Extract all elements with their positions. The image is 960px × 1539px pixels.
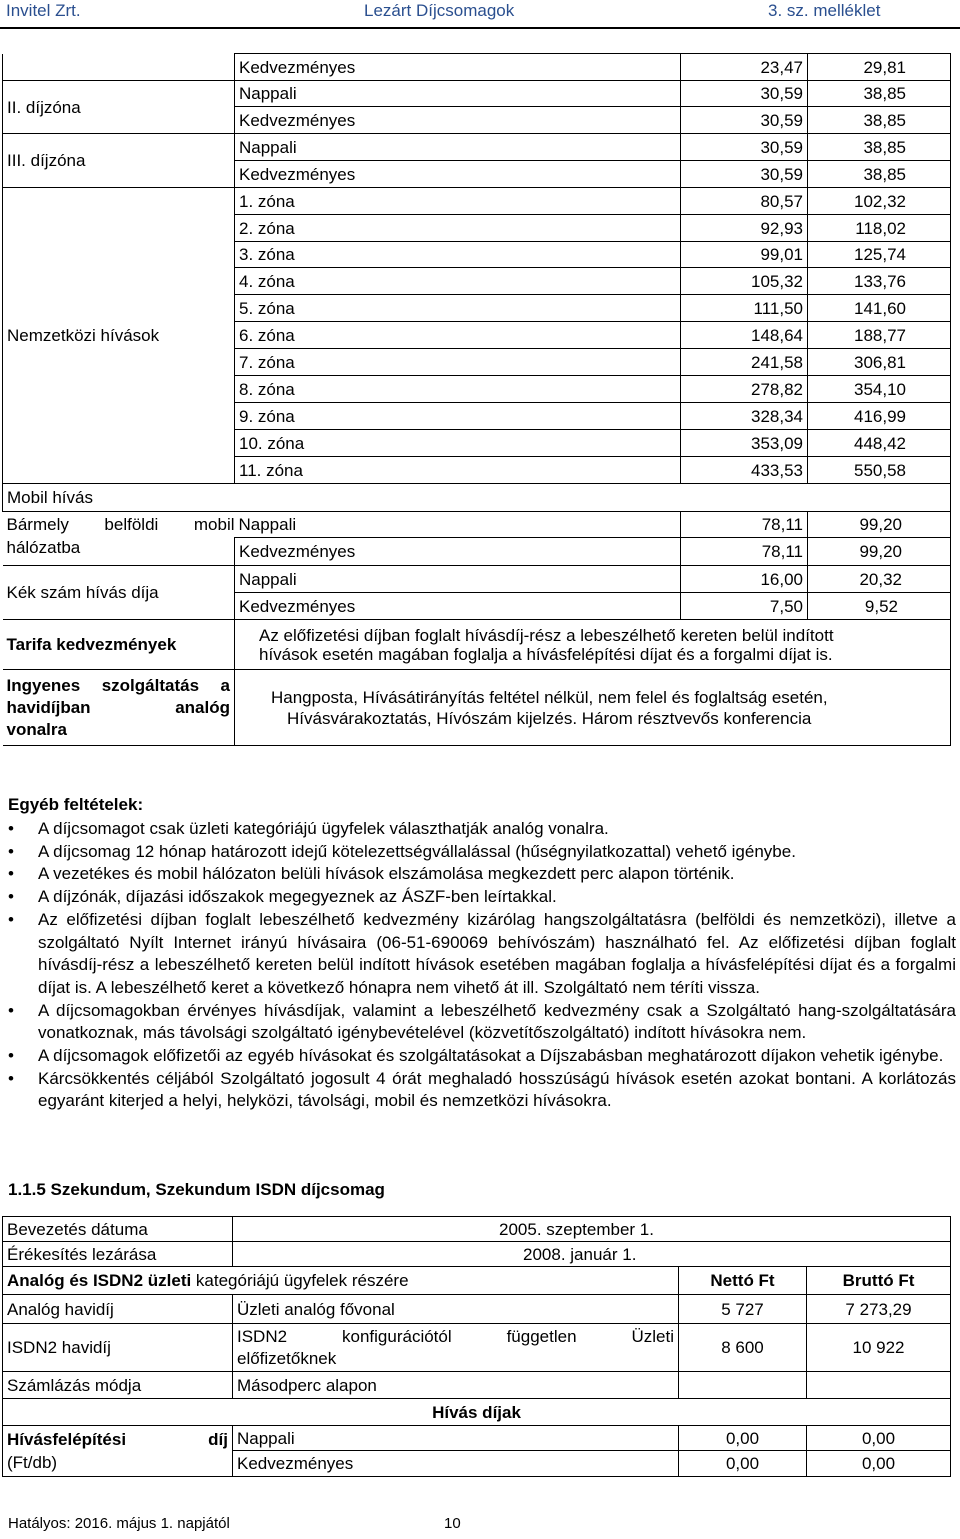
hivas-dijak-heading: Hívás díjak xyxy=(3,1399,951,1426)
row-label: Kedvezményes xyxy=(235,107,681,134)
table-row xyxy=(3,1426,951,1451)
isdn-gross: 10 922 xyxy=(807,1324,951,1372)
gross-price: 29,81 xyxy=(808,54,951,81)
net-price: 78,11 xyxy=(681,512,808,538)
hivasfelep-label xyxy=(3,1426,233,1477)
net-price: 278,82 xyxy=(681,376,808,403)
nappali-gross: 0,00 xyxy=(807,1426,951,1451)
gross-price: 20,32 xyxy=(808,566,951,593)
net-price: 353,09 xyxy=(681,430,808,457)
row-label: 9. zóna xyxy=(235,403,681,430)
table-row xyxy=(3,54,951,81)
gross-price: 125,74 xyxy=(808,242,951,268)
isdn-desc-line1: ISDN2 konfigurációtól független Üzleti xyxy=(237,1326,674,1346)
net-price: 433,53 xyxy=(681,457,808,484)
isdn-desc xyxy=(233,1324,679,1372)
group-dijzona2: II. díjzóna xyxy=(3,81,235,134)
nappali-label: Nappali xyxy=(233,1426,679,1451)
net-price: 92,93 xyxy=(681,215,808,242)
tarifa-text-line2: hívások esetén magában foglalja a hívásfelépítési díjat és a forgalmi díjat is. xyxy=(259,644,833,664)
top-rate-table xyxy=(2,53,951,746)
hivasfelep-line1: Hívásfelépítési díj xyxy=(7,1430,228,1449)
net-price: 7,50 xyxy=(681,593,808,620)
row-label: 3. zóna xyxy=(235,242,681,268)
table-row xyxy=(3,1372,951,1399)
row-label: Kedvezményes xyxy=(235,54,681,81)
gross-price: 416,99 xyxy=(808,403,951,430)
row-label: Kedvezményes xyxy=(235,593,681,620)
page-number: 10 xyxy=(444,1515,461,1532)
list-item: • Az előfizetési díjban foglalt lebeszélhető kedvezmény kizárólag hangszolgáltatásra (belföldi és nemzetközi), illetve a szolgáltató Nyílt Internet irányú hívásaira (06-51-690069 behívószám) használható fel. Az előfizetési díjban foglalt hívásdíj-rész a lebeszélhető kereten belül indított hívások esetében magában foglalja a hívásfelépítési díjat és a forgalmi díjat is. A lebeszélhető keret a következő hónapra nem vihető át ill. Szolgáltató nem téríti vissza. xyxy=(8,909,956,1000)
isdn-desc-line2: előfizetőknek xyxy=(237,1348,337,1368)
list-item: • A díjcsomag 12 hónap határozott idejű kötelezettségvállalással (hűségnyilatkozattal) vehető igénybe. xyxy=(8,841,956,864)
row-label: Nappali xyxy=(235,134,681,161)
net-price: 78,11 xyxy=(681,538,808,566)
table-row xyxy=(3,484,951,512)
net-price: 30,59 xyxy=(681,81,808,107)
table-row xyxy=(3,1399,951,1426)
ingyenes-text xyxy=(235,670,951,746)
gross-price: 550,58 xyxy=(808,457,951,484)
kedvezmenyes-gross: 0,00 xyxy=(807,1451,951,1477)
net-price: 30,59 xyxy=(681,107,808,134)
table-row xyxy=(3,512,951,538)
group-tarifa: Tarifa kedvezmények xyxy=(3,620,235,670)
gross-price: 133,76 xyxy=(808,268,951,295)
gross-price: 38,85 xyxy=(808,161,951,188)
net-price: 30,59 xyxy=(681,134,808,161)
table-row xyxy=(3,566,951,593)
gross-price: 102,32 xyxy=(808,188,951,215)
table-row xyxy=(3,538,951,566)
szamlazas-value: Másodperc alapon xyxy=(233,1372,679,1399)
net-price: 80,57 xyxy=(681,188,808,215)
gross-price: 306,81 xyxy=(808,349,951,376)
gross-price: 188,77 xyxy=(808,322,951,349)
group-ingyenes-line3: vonalra xyxy=(6,719,67,739)
bevezetes-label: Bevezetés dátuma xyxy=(3,1217,233,1242)
net-price: 241,58 xyxy=(681,349,808,376)
isdn-net: 8 600 xyxy=(679,1324,807,1372)
gross-price: 99,20 xyxy=(808,512,951,538)
col-netto: Nettó Ft xyxy=(679,1267,807,1295)
table-row xyxy=(3,620,951,670)
ingyenes-text-line1: Hangposta, Hívásátirányítás feltétel nélkül, nem felel és foglaltság esetén, xyxy=(271,687,828,707)
list-item: • A díjcsomagot csak üzleti kategóriájú ügyfelek választhatják analóg vonalra. xyxy=(8,818,956,841)
analog-gross: 7 273,29 xyxy=(807,1295,951,1324)
customer-header-rest: kategóriájú ügyfelek részére xyxy=(191,1271,409,1290)
table-row xyxy=(3,1267,951,1295)
net-price: 105,32 xyxy=(681,268,808,295)
page-header xyxy=(0,0,960,26)
gross-price: 354,10 xyxy=(808,376,951,403)
net-price: 99,01 xyxy=(681,242,808,268)
gross-price: 38,85 xyxy=(808,107,951,134)
list-item: • A díjzónák, díjazási időszakok megegyeznek az ÁSZF-ben leírtakkal. xyxy=(8,886,956,909)
row-label: 6. zóna xyxy=(235,322,681,349)
col-brutto: Bruttó Ft xyxy=(807,1267,951,1295)
ingyenes-text-line2: Hívásvárakoztatás, Hívószám kijelzés. Három résztvevős konferencia xyxy=(287,708,812,728)
row-label: 2. zóna xyxy=(235,215,681,242)
group-nemzetkozi: Nemzetközi hívások xyxy=(3,188,235,484)
header-title: Lezárt Díjcsomagok xyxy=(364,1,515,20)
table-row xyxy=(3,1295,951,1324)
net-price: 16,00 xyxy=(681,566,808,593)
group-kek: Kék szám hívás díja xyxy=(3,566,235,620)
list-item: • A díjcsomagok előfizetői az egyéb hívásokat és szolgáltatásokat a Díjszabásban meghatározott díjakon vehetik igénybe. xyxy=(8,1045,956,1068)
row-label: 7. zóna xyxy=(235,349,681,376)
kedvezmenyes-net: 0,00 xyxy=(679,1451,807,1477)
net-price: 148,64 xyxy=(681,322,808,349)
gross-price: 141,60 xyxy=(808,295,951,322)
row-label: Nappali xyxy=(235,566,681,593)
table-row xyxy=(3,1242,951,1267)
header-divider xyxy=(0,27,960,29)
nappali-net: 0,00 xyxy=(679,1426,807,1451)
list-item: • Kárcsökkentés céljából Szolgáltató jogosult 4 órát meghaladó hosszúságú hívások esetén azokat bontani. A korlátozás egyaránt kiterjed a helyi, helyközi, távolsági, mobil és nemzetközi hívásokra. xyxy=(8,1068,956,1113)
szekundum-table xyxy=(2,1216,951,1477)
table-row xyxy=(3,134,951,161)
egyeb-list xyxy=(8,818,956,1113)
kedvezmenyes-label: Kedvezményes xyxy=(233,1451,679,1477)
header-company: Invitel Zrt. xyxy=(6,1,81,20)
row-label: Nappali xyxy=(235,81,681,107)
group-ingyenes xyxy=(3,670,235,746)
row-label: 11. zóna xyxy=(235,457,681,484)
analog-net: 5 727 xyxy=(679,1295,807,1324)
row-label: 5. zóna xyxy=(235,295,681,322)
tarifa-text xyxy=(235,620,951,670)
empty-cell xyxy=(807,1372,951,1399)
table-row xyxy=(3,81,951,107)
bevezetes-value: 2005. szeptember 1. xyxy=(233,1217,951,1242)
row-label: 4. zóna xyxy=(235,268,681,295)
row-label: 1. zóna xyxy=(235,188,681,215)
isdn-label: ISDN2 havidíj xyxy=(3,1324,233,1372)
group-ingyenes-line2: havidíjban analóg xyxy=(6,697,230,717)
row-label: Nappali xyxy=(235,512,681,538)
tarifa-text-line1: Az előfizetési díjban foglalt hívásdíj-rész a lebeszélhető kereten belül indított xyxy=(259,625,834,645)
table-row xyxy=(3,1324,951,1372)
net-price: 111,50 xyxy=(681,295,808,322)
net-price: 30,59 xyxy=(681,161,808,188)
row-label: 8. zóna xyxy=(235,376,681,403)
net-price: 23,47 xyxy=(681,54,808,81)
section-title: 1.1.5 Szekundum, Szekundum ISDN díjcsomag xyxy=(8,1180,385,1199)
szamlazas-label: Számlázás módja xyxy=(3,1372,233,1399)
row-label: 10. zóna xyxy=(235,430,681,457)
header-annex: 3. sz. melléklet xyxy=(768,1,881,20)
table-row xyxy=(3,188,951,215)
group-mobil: Mobil hívás xyxy=(3,484,951,512)
row-label: Kedvezményes xyxy=(235,538,681,566)
table-row xyxy=(3,670,951,746)
egyeb-title: Egyéb feltételek: xyxy=(8,795,144,814)
table-row xyxy=(3,1217,951,1242)
list-item: • A díjcsomagokban érvényes hívásdíjak, valamint a lebeszélhető kedvezmény csak a Szolgáltató hang-szolgáltatására vonatkoznak, más távolsági szolgáltató igénybevételével (közvetítőszolgáltató) indított hívásokra nem. xyxy=(8,1000,956,1045)
footer-effective: Hatályos: 2016. május 1. napjától xyxy=(8,1515,230,1532)
group-dijzona3: III. díjzóna xyxy=(3,134,235,188)
gross-price: 99,20 xyxy=(808,538,951,566)
row-label: Kedvezményes xyxy=(235,161,681,188)
gross-price: 38,85 xyxy=(808,134,951,161)
group-barmely-line1: Bármely belföldi mobil xyxy=(3,512,235,538)
gross-price: 38,85 xyxy=(808,81,951,107)
group-prev xyxy=(3,54,235,81)
gross-price: 9,52 xyxy=(808,593,951,620)
net-price: 328,34 xyxy=(681,403,808,430)
empty-cell xyxy=(679,1372,807,1399)
hivasfelep-line2: (Ft/db) xyxy=(7,1453,58,1472)
erekesites-value: 2008. január 1. xyxy=(233,1242,951,1267)
customer-header xyxy=(3,1267,679,1295)
gross-price: 118,02 xyxy=(808,215,951,242)
group-ingyenes-line1: Ingyenes szolgáltatás a xyxy=(6,675,230,695)
gross-price: 448,42 xyxy=(808,430,951,457)
customer-header-bold: Analóg és ISDN2 üzleti xyxy=(7,1271,192,1290)
erekesites-label: Érékesítés lezárása xyxy=(3,1242,233,1267)
list-item: • A vezetékes és mobil hálózaton belüli hívások elszámolása megkezdett perc alapon történik. xyxy=(8,863,956,886)
analog-label: Analóg havidíj xyxy=(3,1295,233,1324)
analog-desc: Üzleti analóg fővonal xyxy=(233,1295,679,1324)
group-barmely-line2: hálózatba xyxy=(3,538,235,566)
